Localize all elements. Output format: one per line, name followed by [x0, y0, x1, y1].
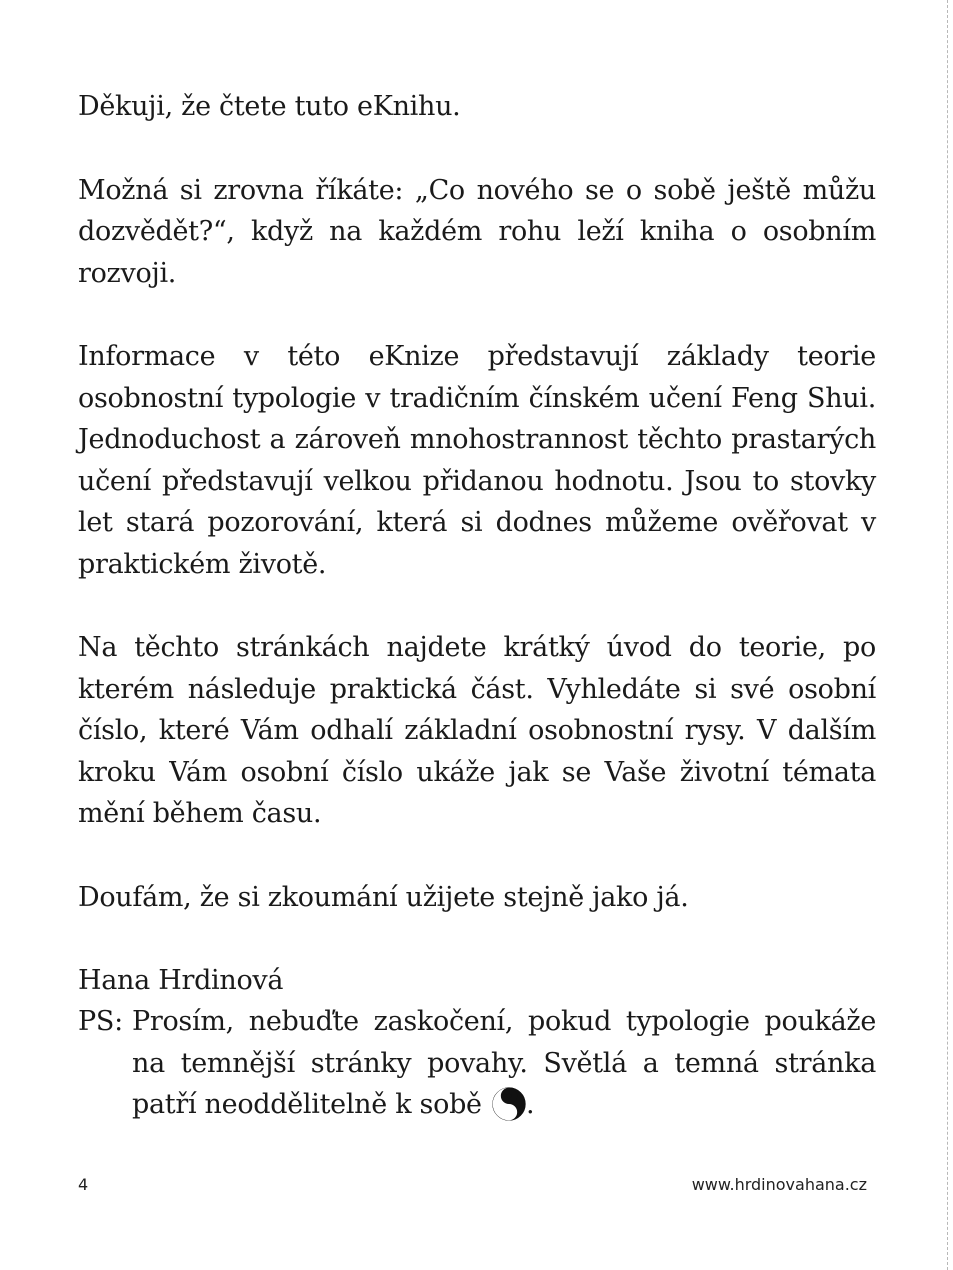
pages-overview-paragraph: Na těchto stránkách najdete krátký úvod do teorie, po kterém následuje praktická část. Vyhledáte si své osobní číslo, které Vám odhalí základní osobnostní rysy. V dalším kroku Vám osobní číslo ukáže jak se Vaše životní témata mění během času. [78, 632, 876, 829]
greeting-paragraph: Děkuji, že čtete tuto eKnihu. [78, 91, 461, 122]
postscript-text: Prosím, nebuďte zaskočení, pokud typologie poukáže na temnější stránky povahy. Světlá a temná stránka patří neoddělitelně k sobě [132, 1006, 876, 1120]
postscript-label: PS: [78, 1006, 123, 1037]
question-paragraph: Možná si zrovna říkáte: „Co nového se o sobě ještě můžu dozvědět?“, když na každém rohu leží kniha o osobním rozvoji. [78, 174, 876, 289]
info-paragraph: Informace v této eKnize představují základy teorie osobnostní typologie v tradičním čínském učení Feng Shui. Jednoduchost a zároveň mnohostrannost těchto prastarých učení představují velkou přidanou hodnotu. Jsou to stovky let stará pozorování, která si dodnes můžeme ověřovat v praktickém životě. [78, 341, 876, 580]
website-url: www.hrdinovahana.cz [691, 1175, 867, 1194]
letter-body [78, 86, 876, 1044]
postscript-period: . [526, 1089, 535, 1120]
yin-yang-icon [492, 1087, 526, 1121]
page-number: 4 [78, 1175, 89, 1194]
closing-paragraph: Doufám, že si zkoumání užijete stejně jako já. [78, 881, 689, 913]
page-edge-guide [947, 0, 948, 1270]
postscript-text-wrap [132, 1001, 876, 1126]
postscript [78, 1001, 876, 1126]
author-signature: Hana Hrdinová [78, 965, 284, 996]
